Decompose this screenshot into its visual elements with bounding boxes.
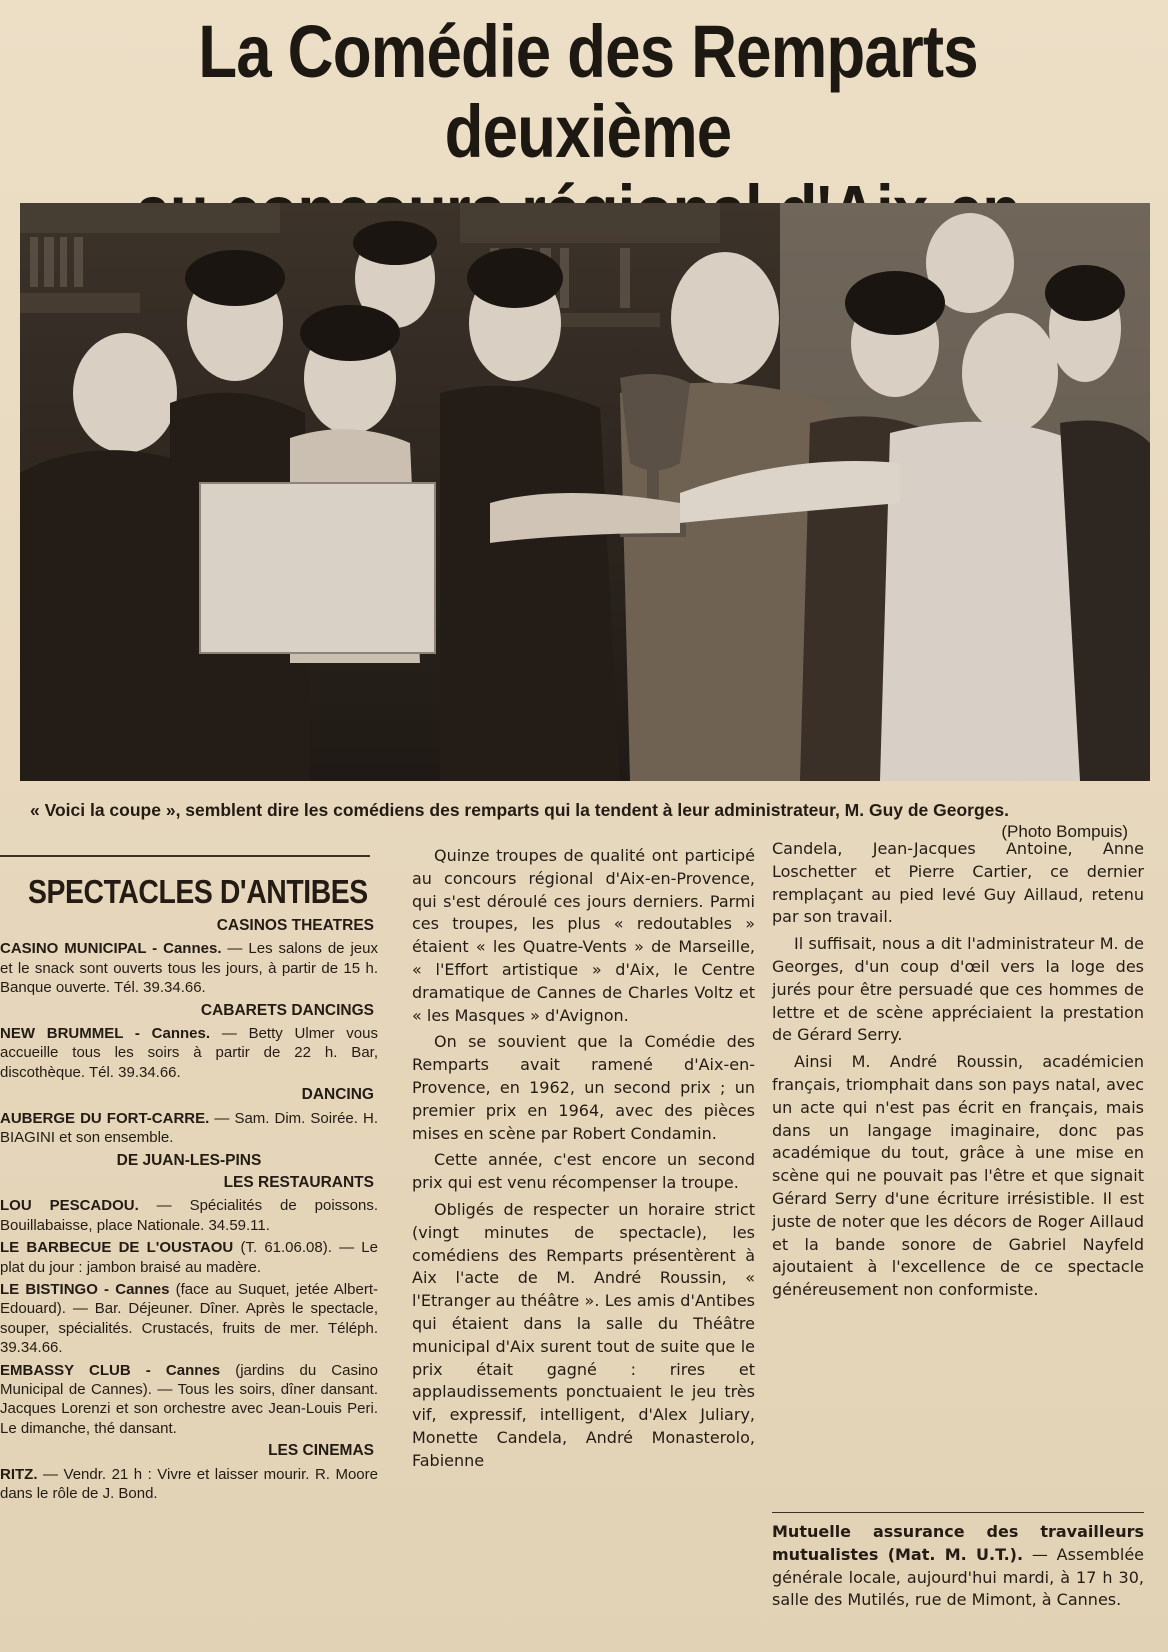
- listing-text: — Vendr. 21 h : Vivre et laisser mourir. R. Moore dans le rôle de J. Bond.: [0, 1465, 378, 1502]
- listing-text: — Sam. Dim. Soirée. H. BIAGINI et son ensemble.: [0, 1109, 379, 1147]
- listing-text: (face au Suquet, jetée Albert-Edouard). — Bar. Déjeuner. Dîner. Après le spectacle, souper, spécialités. Crustacés, fruits de mer. Téléph. 39.34.66.: [0, 1280, 378, 1357]
- listing-name: LE BISTINGO - Cannes: [0, 1280, 170, 1298]
- listing-entry: [0, 1465, 378, 1504]
- headline-line-1: La Comédie des Remparts deuxième: [198, 10, 978, 173]
- article-paragraph: Cette année, c'est encore un second prix qui est venu récompenser la troupe.: [412, 1150, 755, 1193]
- photo-caption: [30, 799, 1140, 821]
- group-photo: [20, 203, 1150, 781]
- article-paragraph: Ainsi M. André Roussin, académicien français, triomphait dans son pays natal, avec un acte qui n'est pas écrit en français, mais dans un langage imaginaire, donc pas académique du tout, grâce à une mise en scène qui ne pouvait pas l'être et que signait Gérard Serry d'une écriture irrésistible. Il est juste de noter que les décors de Roger Aillaud et la bande sonore de Gabriel Nayfeld ajoutaient à l'excellence de ce spectacle généreusement non conformiste.: [772, 1052, 1144, 1300]
- listing-heading: DE JUAN-LES-PINS: [116, 1152, 262, 1170]
- listing-heading: LES CINEMAS: [268, 1442, 374, 1460]
- listing-text: (jardins du Casino Municipal de Cannes). — Tous les soirs, dîner dansant. Jacques Lorenzi et son orchestre avec Jean-Louis Peri. Le dimanche, thé dansant.: [0, 1361, 378, 1437]
- listing-entry: [0, 1024, 378, 1082]
- spectacles-title: SPECTACLES D'ANTIBES: [28, 873, 368, 910]
- listing-name: EMBASSY CLUB - Cannes: [0, 1361, 221, 1379]
- caption-text: « Voici la coupe », semblent dire les comédiens des remparts qui la tendent à leur administrateur, M. Guy de Georges.: [30, 800, 1010, 820]
- listing-name: RITZ.: [0, 1465, 38, 1483]
- notice-lead: Mutuelle assurance des travailleurs mutualistes (Mat. M. U.T.).: [772, 1522, 1144, 1564]
- listing-text: — Les salons de jeux et le snack sont ouverts tous les jours, à partir de 15 h. Banque ouverte. Tél. 39.34.66.: [0, 940, 378, 997]
- spectacles-column: [0, 860, 378, 1506]
- group-photo-illustration: [20, 203, 1150, 781]
- article-paragraph: Quinze troupes de qualité ont participé au concours régional d'Aix-en-Provence, qui s'est déroulé ces jours derniers. Parmi ces troupes, les plus « redoutables » étaient « les Quatre-Vents » de Marseille, « l'Effort artistique » d'Aix, le Centre dramatique de Cannes de Charles Voltz et « les Masques » d'Avignon.: [412, 846, 755, 1025]
- listing-entry: [0, 1361, 378, 1439]
- mutuelle-notice: [772, 1512, 1144, 1612]
- listing-heading: DANCING: [301, 1086, 374, 1104]
- article-paragraph: Il suffisait, nous a dit l'administrateur M. de Georges, d'un coup d'œil vers la loge des jurés pour être persuadé que ces hommes de lettre et de scène appréciaient la prestation de Gérard Serry.: [772, 934, 1144, 1045]
- listing-heading: CASINOS THEATRES: [216, 917, 374, 934]
- listing-text: — Betty Ulmer vous accueille tous les soirs à partir de 22 h. Bar, discothèque. Tél. 39.34.66.: [0, 1025, 378, 1081]
- listing-entry: [0, 1109, 378, 1148]
- listing-heading: LES RESTAURANTS: [223, 1173, 374, 1191]
- listing-name: LOU PESCADOU.: [0, 1197, 139, 1215]
- listing-name: LE BARBECUE DE L'OUSTAOU: [0, 1239, 234, 1257]
- article-column-right: [772, 838, 1144, 1302]
- article-column-middle: [412, 845, 755, 1473]
- spectacles-sections: [0, 916, 378, 1503]
- divider-left: [0, 855, 370, 857]
- listing-text: — Spécialités de poissons. Bouillabaisse, place Nationale. 34.59.11.: [0, 1197, 379, 1234]
- photo-credit: (Photo Bompuis): [1001, 822, 1128, 841]
- listing-name: NEW BRUMMEL - Cannes.: [0, 1025, 211, 1043]
- notice-text: — Assemblée générale locale, aujourd'hui mardi, à 17 h 30, salle des Mutilés, rue de Mimont, à Cannes.: [772, 1544, 1145, 1610]
- listing-entry: [0, 1280, 378, 1358]
- listing-name: AUBERGE DU FORT-CARRE.: [0, 1109, 210, 1127]
- listing-heading: CABARETS DANCINGS: [200, 1001, 374, 1019]
- listing-entry: [0, 1238, 378, 1277]
- listing-entry: [0, 939, 378, 997]
- article-paragraph: Obligés de respecter un horaire strict (vingt minutes de spectacle), les comédiens des Remparts présentèrent à Aix l'acte de M. André Roussin, « l'Etranger au théâtre ». Les amis d'Antibes qui étaient dans la salle du Théâtre municipal d'Aix surent tout de suite que le prix était gagné : rires et applaudissements ponctuaient le jeu très vif, expressif, intelligent, d'Alex Juliary, Monette Candela, André Monasterolo, Fabienne: [412, 1199, 755, 1470]
- listing-entry: [0, 1196, 378, 1235]
- article-paragraph: Candela, Jean-Jacques Antoine, Anne Loschetter et Pierre Cartier, ce dernier remplaçant au pied levé Guy Aillaud, retenu par son travail.: [772, 839, 1144, 927]
- listing-name: CASINO MUNICIPAL - Cannes.: [0, 940, 222, 958]
- article-paragraph: On se souvient que la Comédie des Remparts avait ramené d'Aix-en-Provence, en 1962, un second prix ; un premier prix en 1964, avec des pièces mises en scène par Robert Condamin.: [412, 1032, 755, 1143]
- listing-text: (T. 61.06.08). — Le plat du jour : jambon braisé au madère.: [0, 1239, 378, 1276]
